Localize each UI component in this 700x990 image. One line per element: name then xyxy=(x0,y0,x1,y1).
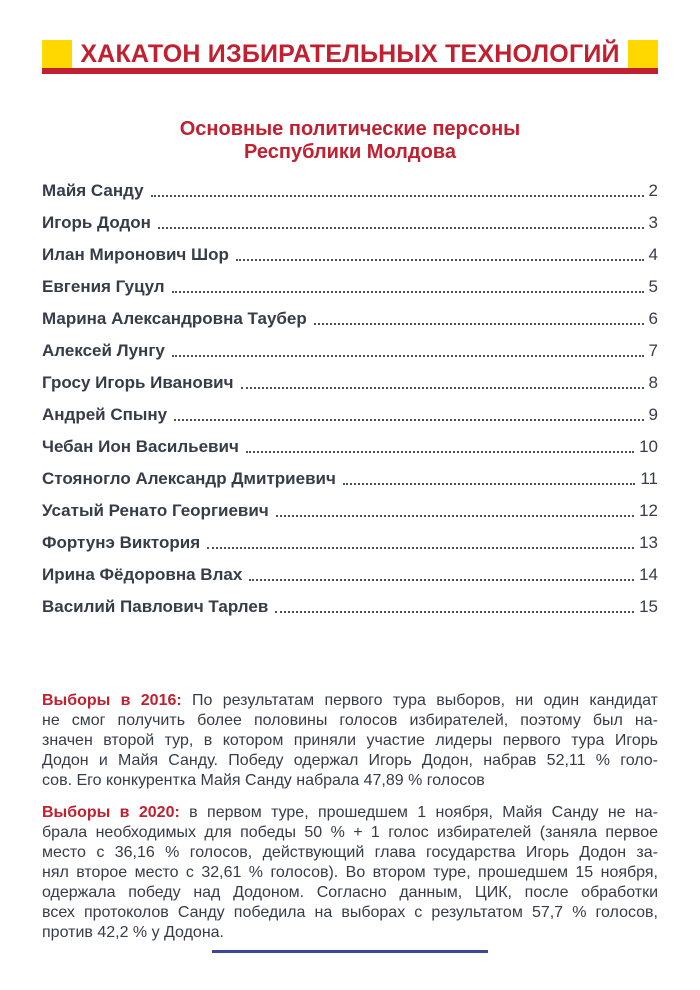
toc-entry-name: Чебан Ион Васильевич xyxy=(42,437,239,456)
toc-entry-page: 4 xyxy=(648,245,658,264)
toc-entry-name: Андрей Спыну xyxy=(42,405,168,424)
paragraph-line: нял второе место с 32,61 % голосов). Во втором туре, прошедшем 15 ноября, xyxy=(42,864,658,881)
toc-entry-name: Алексей Лунгу xyxy=(42,341,165,360)
toc-entry[interactable] xyxy=(42,553,658,585)
paragraph-line: сов. Его конкурентка Майя Санду набрала 47,89 % голосов xyxy=(42,772,485,789)
toc-entry-page: 8 xyxy=(648,373,658,392)
toc-entry-name: Игорь Додон xyxy=(42,213,151,232)
toc-entry[interactable] xyxy=(42,361,658,393)
header-banner xyxy=(42,40,658,74)
toc-entry[interactable] xyxy=(42,489,658,521)
dotted-leader xyxy=(241,387,644,389)
section-label: Выборы в 2020: xyxy=(42,804,180,821)
toc-entry-name: Гросу Игорь Иванович xyxy=(42,373,234,392)
paragraph-line xyxy=(42,691,658,711)
dotted-leader xyxy=(246,451,634,453)
toc-entry-page: 15 xyxy=(639,597,658,616)
toc-entry-page: 2 xyxy=(648,181,658,200)
toc-entry[interactable] xyxy=(42,521,658,553)
page-title: ХАКАТОН ИЗБИРАТЕЛЬНЫХ ТЕХНОЛОГИЙ xyxy=(80,40,620,68)
section-label: Выборы в 2016: xyxy=(42,692,182,709)
toc-entry-name: Стояногло Александр Дмитриевич xyxy=(42,469,336,488)
toc-entry-name: Илан Миронович Шор xyxy=(42,245,229,264)
toc-entry-name: Ирина Фёдоровна Влах xyxy=(42,565,243,584)
toc-entry[interactable] xyxy=(42,457,658,489)
toc-title-line1: Основные политические персоны xyxy=(179,118,521,140)
toc-entry-name: Усатый Ренато Георгиевич xyxy=(42,501,269,520)
body-text xyxy=(42,691,658,943)
dotted-leader xyxy=(236,259,644,261)
toc-entry-name: Марина Александровна Таубер xyxy=(42,309,307,328)
dotted-leader xyxy=(172,291,644,293)
paragraph-line: не смог получить более половины голосов избирателей, поэтому был на- xyxy=(42,712,658,729)
toc-entry-page: 9 xyxy=(648,405,658,424)
toc-entry[interactable] xyxy=(42,201,658,233)
dotted-leader xyxy=(207,547,634,549)
toc-entry[interactable] xyxy=(42,297,658,329)
toc-entry-page: 14 xyxy=(639,565,658,584)
dotted-leader xyxy=(158,227,644,229)
paragraph-line: Додон и Майя Санду. Победу одержал Игорь Додон, набрав 52,11 % голо- xyxy=(42,752,658,769)
toc-entry-page: 13 xyxy=(639,533,658,552)
toc-entry[interactable] xyxy=(42,393,658,425)
toc-entry-page: 11 xyxy=(640,469,658,488)
dotted-leader xyxy=(343,483,635,485)
toc-entry-name: Майя Санду xyxy=(42,181,144,200)
paragraph-text: в первом туре, прошедшем 1 ноября, Майя Санду не на- xyxy=(189,804,658,821)
dotted-leader xyxy=(276,515,634,517)
section-elections-2020 xyxy=(42,803,658,943)
dotted-leader xyxy=(151,195,644,197)
dotted-leader xyxy=(275,611,634,613)
paragraph-line xyxy=(42,803,658,823)
toc-entry-name: Евгения Гуцул xyxy=(42,277,165,296)
toc-entry[interactable] xyxy=(42,265,658,297)
header-underline xyxy=(42,68,658,74)
dotted-leader xyxy=(172,355,644,357)
paragraph-line: всех протоколов Санду победила на выборах с результатом 57,7 % голосов, xyxy=(42,904,658,921)
toc-entry-page: 6 xyxy=(648,309,658,328)
paragraph-line: брала необходимых для победы 50 % + 1 голос избирателей (заняла первое xyxy=(42,824,658,841)
section-elections-2016 xyxy=(42,691,658,791)
paragraph-line: одержала победу над Додоном. Согласно данным, ЦИК, после обработки xyxy=(42,884,658,901)
paragraph-line: против 42,2 % у Додона. xyxy=(42,924,224,941)
dotted-leader xyxy=(314,323,644,325)
paragraph-line: значен второй тур, в котором приняли участие лидеры первого тура Игорь xyxy=(42,732,658,749)
footer-divider xyxy=(212,950,488,953)
toc-entry[interactable] xyxy=(42,585,658,617)
table-of-contents xyxy=(42,169,658,617)
toc-entry-name: Фортунэ Виктория xyxy=(42,533,201,552)
toc-entry[interactable] xyxy=(42,169,658,201)
paragraph-line: место с 36,16 % голосов, действующий глава государства Игорь Додон за- xyxy=(42,844,658,861)
paragraph-text: По результатам первого тура выборов, ни один кандидат xyxy=(192,692,658,709)
toc-entry[interactable] xyxy=(42,425,658,457)
toc-entry[interactable] xyxy=(42,329,658,361)
toc-title-line2: Республики Молдова xyxy=(244,141,456,163)
toc-entry-page: 3 xyxy=(648,213,658,232)
yellow-square-right xyxy=(628,40,658,68)
toc-entry-name: Василий Павлович Тарлев xyxy=(42,597,269,616)
toc-title xyxy=(42,118,658,164)
toc-entry-page: 5 xyxy=(648,277,658,296)
toc-entry-page: 7 xyxy=(648,341,658,360)
yellow-square-left xyxy=(42,40,72,68)
toc-entry[interactable] xyxy=(42,233,658,265)
dotted-leader xyxy=(174,419,643,421)
toc-entry-page: 12 xyxy=(639,501,658,520)
dotted-leader xyxy=(249,579,634,581)
toc-entry-page: 10 xyxy=(639,437,658,456)
